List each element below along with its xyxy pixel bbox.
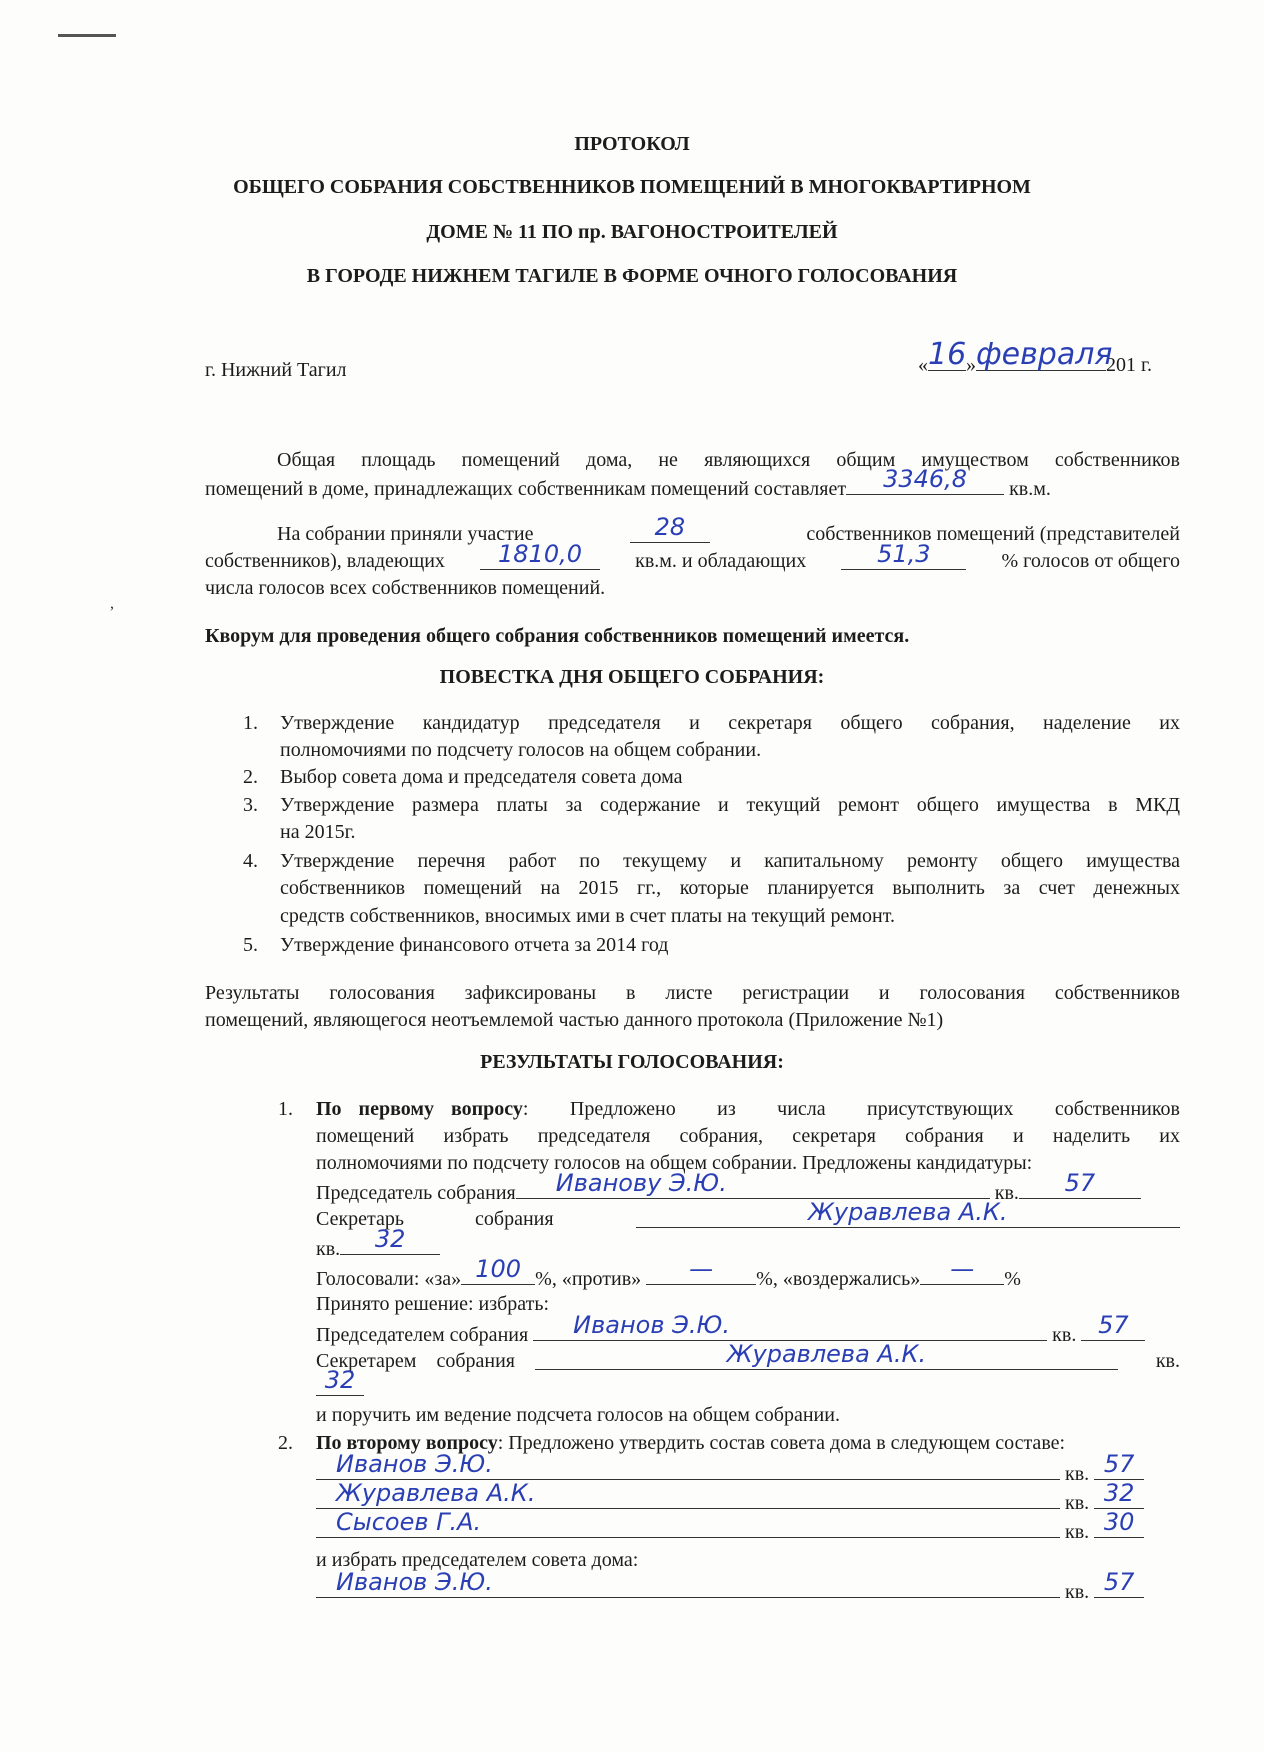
q2-member-1-apt: 57 — [1103, 1450, 1135, 1478]
agenda-item-3-line-1: Утверждение размера платы за содержание и текущий ремонт общего имущества в МКД — [280, 794, 1180, 816]
q2-lead: По второму вопросу — [316, 1432, 498, 1454]
area-value: 3346,8 — [883, 465, 968, 493]
agenda-item-4-line-2: собственников помещений на 2015 гг., которые планируется выполнить за счет денежных — [280, 877, 1180, 899]
q1-line-1 — [316, 1095, 1180, 1123]
agenda-item-2-line-1: Выбор совета дома и председателя совета дома — [280, 766, 683, 788]
q2-member-2-apt: 32 — [1103, 1479, 1135, 1507]
q1-votes-pct: % — [1004, 1268, 1021, 1290]
results-intro-line-1: Результаты голосования зафиксированы в листе регистрации и голосования собственников — [205, 982, 1180, 1004]
participants-sqm-blank — [480, 540, 600, 570]
q1-chair-kv: кв. — [994, 1182, 1019, 1204]
agenda-item-4-num: 4. — [243, 850, 258, 872]
q1-elected-chair-kv: кв. — [1052, 1324, 1077, 1346]
q1-elected-chair-blank — [533, 1311, 1047, 1341]
participants-count: 28 — [654, 513, 686, 541]
q2-member-3-apt: 30 — [1103, 1508, 1135, 1536]
q1-votes-against-blank — [646, 1255, 756, 1285]
q1-secretary-apt-blank — [340, 1225, 440, 1255]
q1-elected-chair-apt-blank — [1081, 1311, 1145, 1341]
q1-elected-chair-name: Иванов Э.Ю. — [573, 1311, 731, 1339]
q1-secretary-name: Журавлева А.К. — [808, 1198, 1008, 1226]
q1-line-3: полномочиями по подсчету голосов на общем собрании. Предложены кандидатуры: — [316, 1152, 1033, 1174]
date-month: февраля — [976, 337, 1113, 372]
area-text-1: Общая площадь помещений дома, не являющихся общим имуществом собственников — [277, 449, 1180, 471]
agenda-item-3-line-2: на 2015г. — [280, 821, 356, 843]
q1-votes-abstain: — — [950, 1255, 975, 1283]
q2-member-1-kv: кв. — [1065, 1463, 1090, 1485]
q1-elected-sec-kv: кв. — [1155, 1350, 1180, 1372]
q2-member-3-apt-blank — [1094, 1508, 1144, 1538]
q2-member-3 — [316, 1508, 1144, 1546]
agenda-item-1-num: 1. — [243, 712, 258, 734]
agenda-item-5-line-1: Утверждение финансового отчета за 2014 год — [280, 934, 669, 956]
q1-secretary-apt-line — [316, 1225, 440, 1263]
q1-elected-sec-label-2: собрания — [436, 1350, 515, 1372]
results-intro-line-2: помещений, являющегося неотъемлемой частью данного протокола (Приложение №1) — [205, 1009, 944, 1031]
date-day-blank — [928, 337, 967, 372]
quorum: Кворум для проведения общего собрания собственников помещений имеется. — [205, 625, 910, 647]
q1-elected-sec-line — [316, 1340, 1180, 1375]
q2-member-1-apt-blank — [1094, 1450, 1144, 1480]
q1-votes-line — [316, 1255, 1021, 1293]
participants-text-1b: собственников помещений (представителей — [806, 523, 1180, 545]
place: г. Нижний Тагил — [205, 359, 347, 381]
q1-votes-label: Голосовали: «за» — [316, 1268, 462, 1290]
q1-secretary-line — [316, 1198, 1180, 1233]
date-open-quote: « — [918, 354, 928, 376]
participants-text-1a: На собрании приняли участие — [277, 523, 534, 545]
q1-votes-abstain-label: %, «воздержались» — [756, 1268, 921, 1290]
date — [918, 337, 1152, 382]
q2-chair-apt-blank — [1094, 1568, 1144, 1598]
area-value-blank — [846, 465, 1004, 495]
participants-line-1 — [277, 513, 1180, 548]
date-month-blank — [976, 337, 1113, 372]
q2-member-2-name: Журавлева А.К. — [336, 1479, 536, 1507]
q1-chair-name: Иванову Э.Ю. — [555, 1169, 727, 1197]
q1-votes-abstain-blank — [920, 1255, 1004, 1285]
q2-member-1-blank — [316, 1450, 1060, 1480]
q1-decision: Принято решение: избрать: — [316, 1293, 550, 1315]
q1-elected-sec-label-1: Секретарем — [316, 1350, 417, 1372]
q2-chair-kv: кв. — [1065, 1581, 1090, 1603]
q1-chair-apt: 57 — [1064, 1169, 1096, 1197]
q1-votes-for: 100 — [475, 1255, 522, 1283]
participants-line-2 — [205, 540, 1180, 575]
q1-lead: По первому вопросу — [316, 1098, 523, 1120]
agenda-item-1-line-1: Утверждение кандидатур председателя и секретаря общего собрания, наделение их — [280, 712, 1180, 734]
participants-text-2a: собственников), владеющих — [205, 550, 445, 572]
agenda-item-3-num: 3. — [243, 794, 258, 816]
title-line-3: В ГОРОДЕ НИЖНЕМ ТАГИЛЕ В ФОРМЕ ОЧНОГО ГОЛОСОВАНИЯ — [306, 265, 958, 287]
q1-elected-sec-apt: 32 — [324, 1366, 356, 1394]
scan-mark — [58, 34, 116, 37]
q1-chair-blank — [516, 1169, 990, 1199]
q2-num: 2. — [278, 1432, 293, 1454]
q2-chair-line — [316, 1568, 1144, 1606]
area-line-2 — [205, 465, 1051, 503]
agenda-item-4-line-1: Утверждение перечня работ по текущему и капитальному ремонту общего имущества — [280, 850, 1180, 872]
q1-elected-sec-apt-line — [316, 1366, 364, 1404]
q1-elected-sec-blank — [535, 1340, 1118, 1370]
q1-secretary-label-1: Секретарь — [316, 1208, 405, 1230]
q1-secretary-blank — [636, 1198, 1180, 1228]
scan-dot: , — [110, 595, 114, 612]
q1-secretary-label-2: собрания — [475, 1208, 554, 1230]
q1-line-1-text: : Предложено из числа присутствующих собственников — [522, 1098, 1180, 1120]
participants-text-2c: % голосов от общего — [1001, 550, 1180, 572]
q1-elected-chair-label: Председателем собрания — [316, 1324, 529, 1346]
q1-chair-apt-blank — [1019, 1169, 1141, 1199]
q2-member-2-kv: кв. — [1065, 1492, 1090, 1514]
area-text-2: помещений в доме, принадлежащих собственникам помещений составляет — [205, 478, 847, 500]
participants-text-2b: кв.м. и обладающих — [635, 550, 807, 572]
q2-member-3-kv: кв. — [1065, 1521, 1090, 1543]
title-line-2: ДОМЕ № 11 ПО пр. ВАГОНОСТРОИТЕЛЕЙ — [426, 221, 838, 243]
q2-chair-apt: 57 — [1103, 1568, 1135, 1596]
date-day: 16 — [928, 337, 967, 372]
q1-votes-against: — — [689, 1255, 714, 1283]
q2-member-2-blank — [316, 1479, 1060, 1509]
document-title: ПРОТОКОЛ — [574, 133, 690, 155]
q1-votes-for-blank — [461, 1255, 535, 1285]
q1-secretary-kv: кв. — [316, 1238, 341, 1260]
q1-line-2: помещений избрать председателя собрания, секретаря собрания и наделить их — [316, 1125, 1180, 1147]
participants-percent: 51,3 — [877, 540, 931, 568]
q1-votes-against-label: %, «против» — [535, 1268, 642, 1290]
q2-member-2-apt-blank — [1094, 1479, 1144, 1509]
q2-member-1-name: Иванов Э.Ю. — [336, 1450, 493, 1478]
q1-elected-sec-apt-blank — [316, 1366, 364, 1396]
q2-chair-blank — [316, 1568, 1060, 1598]
q2-chair-name: Иванов Э.Ю. — [336, 1568, 493, 1596]
agenda-item-2-num: 2. — [243, 766, 258, 788]
agenda-heading: ПОВЕСТКА ДНЯ ОБЩЕГО СОБРАНИЯ: — [439, 666, 825, 688]
date-suffix: г. — [1141, 354, 1152, 376]
q1-elected-chair-apt: 57 — [1098, 1311, 1129, 1339]
date-year: 201 — [1106, 354, 1136, 376]
q2-member-3-name: Сысоев Г.А. — [336, 1508, 482, 1536]
q1-closing: и поручить им ведение подсчета голосов на общем собрании. — [316, 1404, 840, 1426]
participants-sqm: 1810,0 — [498, 540, 582, 568]
q1-secretary-apt: 32 — [374, 1225, 406, 1253]
q2-chair-text: и избрать председателем совета дома: — [316, 1549, 639, 1571]
agenda-item-5-num: 5. — [243, 934, 258, 956]
q1-elected-sec-name: Журавлева А.К. — [726, 1340, 927, 1368]
title-line-1: ОБЩЕГО СОБРАНИЯ СОБСТВЕННИКОВ ПОМЕЩЕНИЙ В МНОГОКВАРТИРНОМ — [233, 176, 1031, 198]
q2-line-1-text: : Предложено утвердить состав совета дома в следующем составе: — [497, 1432, 1066, 1454]
participants-text-3: числа голосов всех собственников помещений. — [205, 577, 606, 599]
q1-chair-label: Председатель собрания — [316, 1182, 516, 1204]
results-heading: РЕЗУЛЬТАТЫ ГОЛОСОВАНИЯ: — [480, 1051, 784, 1073]
participants-percent-blank — [841, 540, 966, 570]
date-close-quote: » — [966, 354, 976, 376]
agenda-item-1-line-2: полномочиями по подсчету голосов на общем собрании. — [280, 739, 762, 761]
agenda-item-4-line-3: средств собственников, вносимых ими в счет платы на текущий ремонт. — [280, 905, 895, 927]
q1-num: 1. — [278, 1098, 293, 1120]
area-unit: кв.м. — [1009, 478, 1051, 500]
participants-count-blank — [630, 513, 710, 543]
q2-member-3-blank — [316, 1508, 1060, 1538]
